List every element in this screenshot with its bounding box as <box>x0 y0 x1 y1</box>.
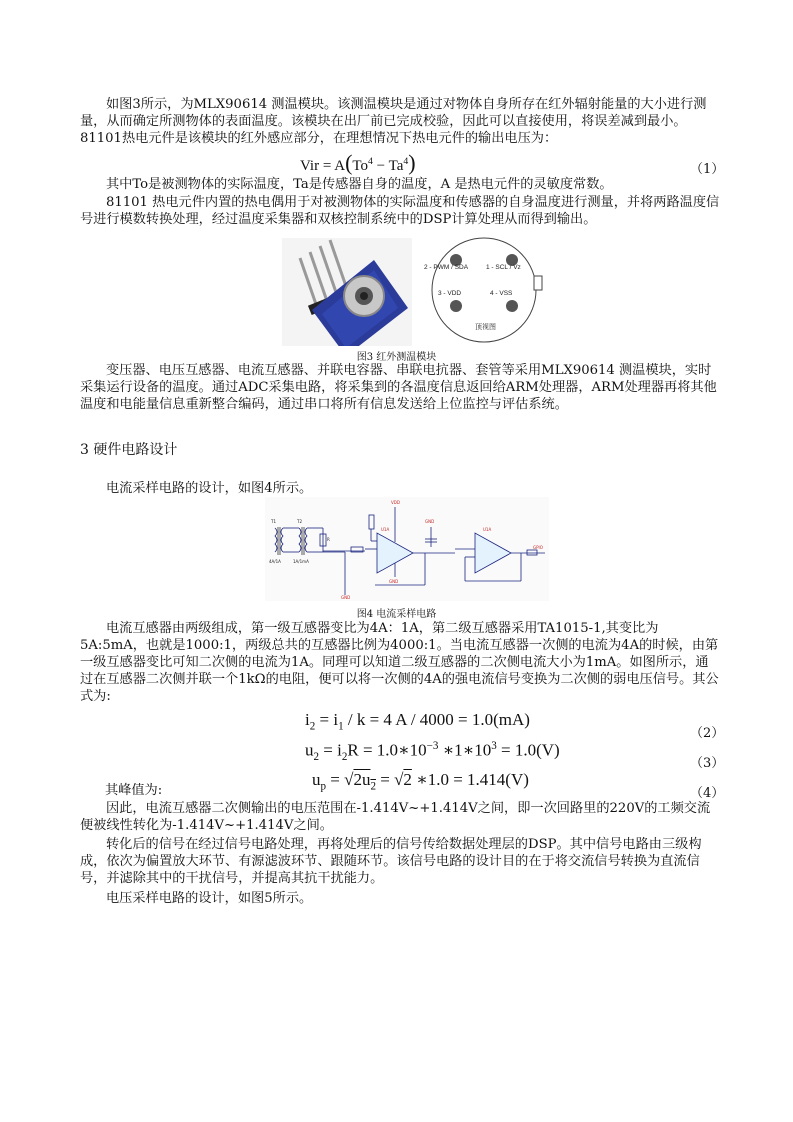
svg-text:U1A: U1A <box>483 527 492 532</box>
equation-1-number: （1） <box>690 162 725 177</box>
paragraph-7: 电流互感器由两级组成，第一级互感器变比为4A：1A，第二级互感器采用TA1015-1,其变比为5A:5mA，也就是1000:1，两级总共的互感器比例为4000:1。当电流互感器一次侧的电流为4A的时候，由第一级互感器变比可知二次侧的电流为1A。同理可以知道二级互感器的二次侧电流大小为1mA。如图所示，通过在互感器二次侧并联一个1kΩ的电阻，便可以将一次侧的4A的强电流信号变换为二次侧的弱电压信号。其公式为: <box>80 621 719 704</box>
equation-4: $u_p = √2u_2 = √2$ ∗1.0 = 1.414(V) <box>312 770 529 793</box>
equation-2-number: （2） <box>690 726 725 741</box>
svg-text:GND: GND <box>389 579 399 584</box>
pin-3-label: 3 - VDD <box>438 290 462 297</box>
equation-3-number: （3） <box>690 756 725 771</box>
svg-text:GND: GND <box>341 595 351 600</box>
pin-2-label: 2 - PWM / SDA <box>424 264 469 271</box>
paragraph-9: 转化后的信号在经过信号电路处理，再将处理后的信号传给数据处理层的DSP。其中信号电路由三级构成，依次为偏置放大环节、有源滤波环节、跟随环节。该信号电路的设计目的在于将交流信号转换为直流信号，并滤除其中的干扰信号，并提高其抗干扰能力。 <box>80 837 702 886</box>
svg-text:1A/1mA: 1A/1mA <box>293 559 309 564</box>
intro-paragraph-3: 其中To是被测物体的实际温度，Ta是传感器自身的温度，A 是热电元件的灵敏度常数。 <box>106 177 613 192</box>
intro-paragraph-4: 81101 热电元件内置的热电偶用于对被测物体的实际温度和传感器的自身温度进行测量，并将两路温度信号进行模数转换处理，经过温度采集器和双核控制系统中的DSP计算处理从而得到输出。 <box>80 195 720 227</box>
figure3-caption: 图3 红外测温模块 <box>356 352 437 363</box>
svg-text:T1: T1 <box>271 519 276 524</box>
equation-4-number: （4） <box>690 786 725 801</box>
figure3-module-photo <box>282 238 412 346</box>
svg-text:U1A: U1A <box>381 527 390 532</box>
svg-text:T2: T2 <box>297 519 302 524</box>
figure4-caption: 图4 电流采样电路 <box>356 609 437 620</box>
peak-label: 其峰值为: <box>105 783 163 798</box>
svg-text:4A/1A: 4A/1A <box>269 559 281 564</box>
paragraph-10: 电压采样电路的设计，如图5所示。 <box>106 891 313 906</box>
figure4-circuit <box>265 497 549 601</box>
paragraph-6: 电流采样电路的设计，如图4所示。 <box>106 481 313 496</box>
section-title: 3 硬件电路设计 <box>80 442 178 458</box>
svg-text:R: R <box>327 537 330 542</box>
pin-4-label: 4 - VSS <box>490 290 513 297</box>
paragraph-5: 变压器、电压互感器、电流互感器、并联电容器、串联电抗器、套管等采用MLX90614 测温模块，实时采集运行设备的温度。通过ADC采集电路，将采集到的各温度信息返回给ARM处理器，ARM处理器再将其他温度和电能量信息重新整合编码，通过串口将所有信息发送给上位监控与评估系统。 <box>80 363 717 412</box>
pin-1-label: 1 - SCL / Vz <box>486 264 521 271</box>
intro-paragraph-2: 81101热电元件是该模块的红外感应部分，在理想情况下热电元件的输出电压为： <box>80 131 558 146</box>
intro-paragraph-1: 如图3所示，为MLX90614 测温模块。该测温模块是通过对物体自身所存在红外辐射能量的大小进行测量，从而确定所测物体的表面温度。该模块在出厂前已完成校验，因此可以直接使用，将误差减到最小。 <box>80 97 707 129</box>
svg-text:GPIO: GPIO <box>533 545 543 550</box>
top-view-label: 顶视图 <box>475 323 496 331</box>
svg-text:GND: GND <box>425 519 435 524</box>
paragraph-8: 因此，电流互感器二次侧输出的电压范围在-1.414V~+1.414V之间，即一次回路里的220V的工频交流便被线性转化为-1.414V~+1.414V之间。 <box>80 801 711 833</box>
equation-2: $i_2 = i_1 / k = 4$ A / 4000 = 1.0(mA) <box>305 710 530 733</box>
svg-text:VDD: VDD <box>391 500 400 505</box>
equation-1: Vir = $A(To^4 - Ta^4)$ <box>300 150 416 175</box>
equation-3: $u_2 = i_2R$ = $1.0∗10^{-3}$ $∗1∗10^3 = 1.0(V)$ <box>305 740 560 764</box>
